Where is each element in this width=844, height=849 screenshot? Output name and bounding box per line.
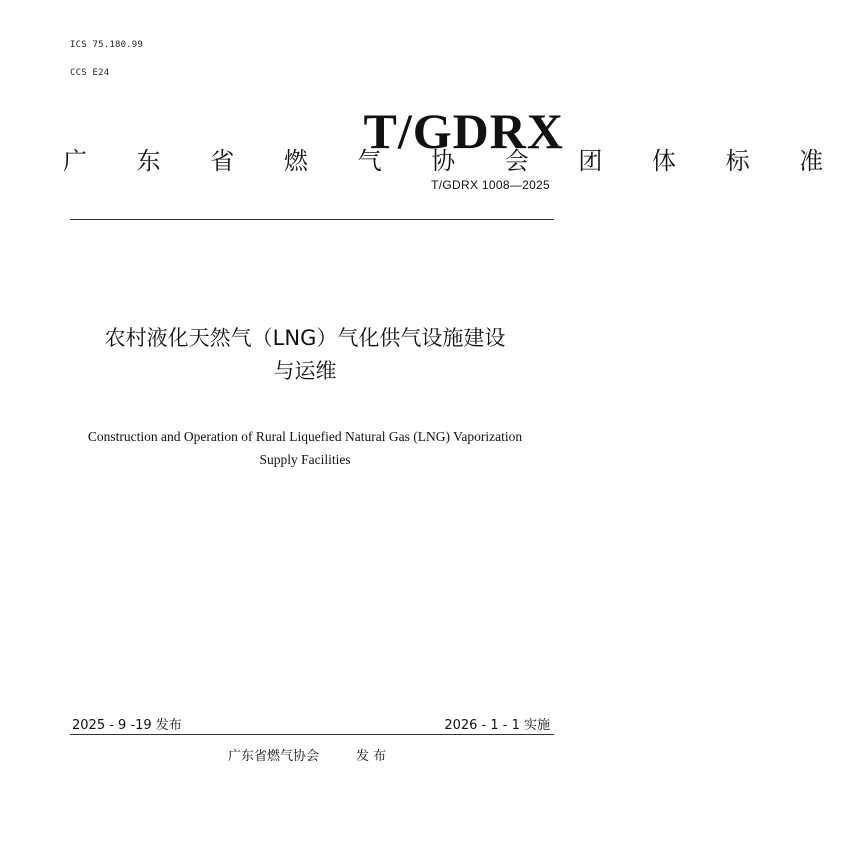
title-cn-line2: 与运维	[273, 358, 337, 383]
footer-divider	[70, 734, 554, 735]
issue-label: 发 布	[356, 749, 387, 764]
title-en-block	[30, 426, 580, 472]
standard-number: T/GDRX 1008—2025	[431, 178, 550, 192]
title-cn-line1: 农村液化天然气（LNG）气化供气设施建设	[104, 326, 506, 350]
title-cn-block	[40, 322, 570, 387]
title-en-line1: Construction and Operation of Rural Liquefied Natural Gas (LNG) Vaporization	[87, 429, 523, 444]
header-divider	[70, 219, 554, 220]
ics-code: ICS 75.180.99	[70, 40, 144, 50]
issuer-name: 广东省燃气协会	[228, 749, 320, 764]
ccs-code: CCS E24	[70, 68, 110, 78]
title-en-line2: Supply Facilities	[259, 451, 351, 467]
association-title: 广 东 省 燃 气 协 会 团 体 标 准	[63, 147, 844, 175]
standard-logo: T/GDRX	[363, 103, 564, 159]
implement-date: 2026 - 1 - 1 实施	[444, 718, 550, 733]
publish-date: 2025 - 9 -19 发布	[72, 718, 182, 733]
